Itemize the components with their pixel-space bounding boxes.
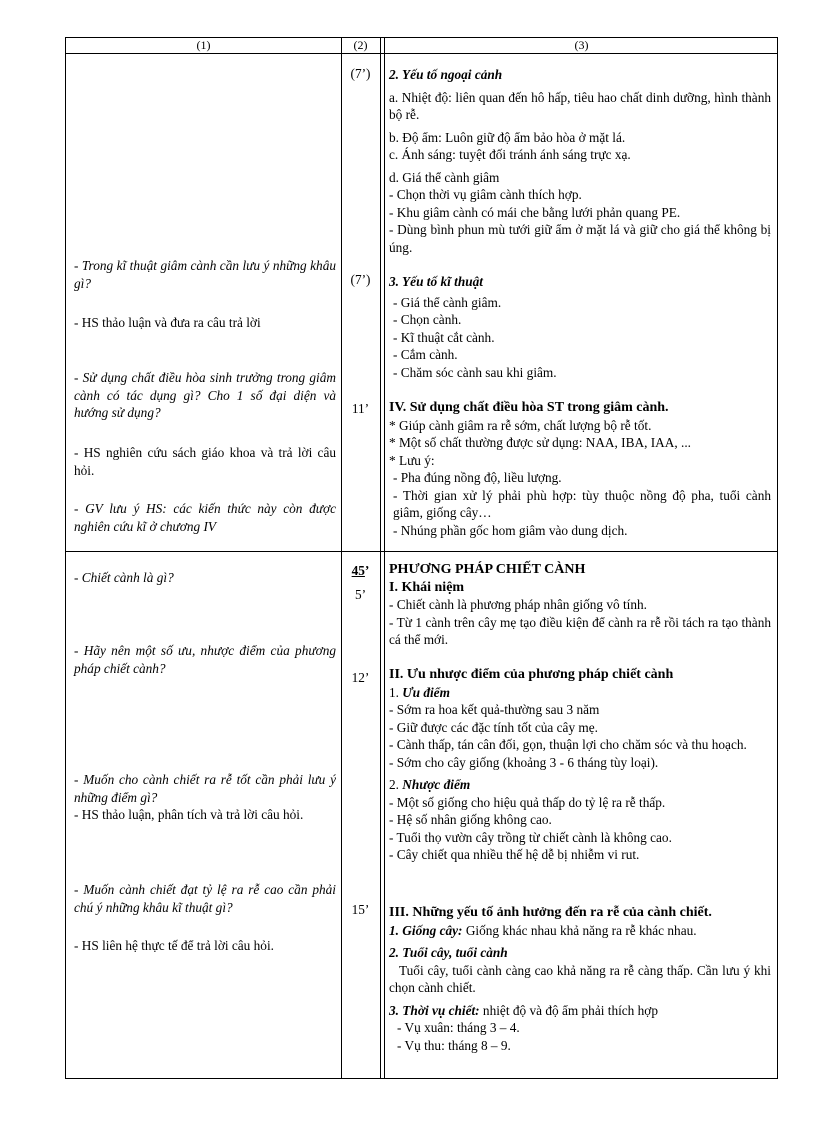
list-item: - Giữ được các đặc tính tốt của cây mẹ. xyxy=(389,719,598,735)
column-divider xyxy=(380,38,381,1078)
list-item: * Một số chất thường được sử dụng: NAA, IBA, IAA, ... xyxy=(389,435,691,450)
question-rooting-tips: - Muốn cho cành chiết ra rễ tốt cần phải lưu ý những điểm gì? xyxy=(74,772,336,805)
content-block-concept xyxy=(389,561,771,649)
list-item: - Một số giống cho hiệu quả thấp do tỷ lệ ra rễ thấp. xyxy=(389,794,666,810)
heading-rooting-factors: III. Những yếu tố ảnh hưởng đến ra rễ của cành chiết. xyxy=(389,905,712,920)
content-block-technical-factors xyxy=(389,273,771,381)
header-col-2: (2) xyxy=(353,38,368,52)
answer-practice: - HS liên hệ thực tế để trả lời câu hỏi. xyxy=(74,938,274,953)
factor-age-text: Tuổi cây, tuổi cành càng cao khả năng ra rễ càng thấp. Cần lưu ý khi chọn cành chiết. xyxy=(389,962,771,995)
total-time-suffix: ’ xyxy=(364,563,370,578)
list-item: - Chọn thời vụ giâm cành thích hợp. xyxy=(389,187,582,202)
column-divider xyxy=(341,38,342,1078)
time-label: 11’ xyxy=(351,401,370,416)
answer-analyze: - HS thảo luận, phân tích và trả lời câu hỏi. xyxy=(74,807,304,822)
factor-variety-label: 1. Giống cây: xyxy=(389,922,463,938)
item-humidity: b. Độ ẩm: Luôn giữ độ ẩm bảo hòa ở mặt lá. xyxy=(389,129,626,145)
total-time-label xyxy=(341,562,380,580)
list-item: - Sớm cho cây giống (khoảng 3 - 6 tháng tùy loại). xyxy=(389,754,659,770)
list-item: - Dùng bình phun mù tưới giữ ẩm ở mặt lá và giữ cho giá thể không bị úng. xyxy=(389,222,771,255)
list-item: - Thời gian xử lý phải phù hợp: tùy thuộc nồng độ pha, tuổi cành giâm, giống cây… xyxy=(393,487,771,520)
time-label: 15’ xyxy=(351,902,370,917)
disadvantages-label: Nhược điểm xyxy=(402,777,471,792)
disadvantages-number: 2. xyxy=(389,777,403,792)
list-item: - Vụ xuân: tháng 3 – 4. xyxy=(397,1020,520,1035)
list-item: - Hệ số nhân giống không cao. xyxy=(389,812,552,827)
answer-discuss: - HS thảo luận và đưa ra câu trả lời xyxy=(74,315,261,330)
list-item: - Cắm cành. xyxy=(393,347,458,362)
time-label: 5’ xyxy=(354,587,367,602)
question-rooting-tips-block xyxy=(74,771,336,824)
question-technical-steps: - Muốn cành chiết đạt tỷ lệ ra rễ cao cần phải chú ý những khâu kĩ thuật gì? xyxy=(74,882,336,915)
list-item: - Pha đúng nồng độ, liều lượng. xyxy=(393,470,562,485)
heading-disadvantages xyxy=(389,776,771,794)
list-item: - Cành thấp, tán cân đối, gọn, thuận lợi cho chăm sóc và thu hoạch. xyxy=(389,737,747,752)
list-item: - Tuổi thọ vườn cây trồng từ chiết cành là không cao. xyxy=(389,829,672,845)
teacher-note: - GV lưu ý HS: các kiến thức này còn được nghiên cứu kĩ ở chương IV xyxy=(74,501,336,534)
list-item: - Giá thể cành giâm. xyxy=(393,294,502,310)
header-col-3: (3) xyxy=(574,38,589,52)
time-label: (7’) xyxy=(350,272,371,287)
list-item: * Lưu ý: xyxy=(389,452,435,468)
factor-season-text: nhiệt độ và độ ẩm phải thích hợp xyxy=(479,1002,658,1018)
time-label: 12’ xyxy=(351,670,370,685)
content-block-growth-regulator xyxy=(389,399,771,539)
list-item: - Chiết cành là phương pháp nhân giống vô tính. xyxy=(389,597,647,612)
item-light: c. Ánh sáng: tuyệt đối tránh ánh sáng trực xạ. xyxy=(389,147,631,162)
heading-advantages xyxy=(389,684,771,702)
section-title: PHƯƠNG PHÁP CHIẾT CÀNH xyxy=(389,562,586,577)
column-divider xyxy=(384,38,385,1078)
question-growth-regulator: - Sử dụng chất điều hòa sinh trưởng trong giâm cành có tác dụng gì? Cho 1 số đại diện và hướng sử dụng? xyxy=(74,370,336,420)
list-item: - Vụ thu: tháng 8 – 9. xyxy=(397,1037,511,1053)
content-block-pros-cons xyxy=(389,666,771,864)
factor-age-label: 2. Tuổi cây, tuổi cành xyxy=(389,945,508,960)
heading-external-factors: 2. Yếu tố ngoại cảnh xyxy=(389,67,503,82)
heading-growth-regulator: IV. Sử dụng chất điều hòa ST trong giâm cành. xyxy=(389,400,669,415)
question-pros-cons: - Hãy nên một số ưu, nhược điểm của phương pháp chiết cành? xyxy=(74,643,336,676)
factor-season-label: 3. Thời vụ chiết: xyxy=(389,1002,480,1018)
header-divider xyxy=(66,53,777,54)
header-col-1: (1) xyxy=(196,38,211,52)
time-label: (7’) xyxy=(350,66,371,81)
factor-variety-text: Giống khác nhau khả năng ra rễ khác nhau. xyxy=(462,922,697,938)
content-block-rooting-factors xyxy=(389,904,771,1054)
list-item: - Từ 1 cành trên cây mẹ tạo điều kiện để cành ra rễ rồi tách ra tạo thành cá thể mới. xyxy=(389,614,771,647)
factor-season xyxy=(389,1002,771,1020)
list-item: * Giúp cành giâm ra rễ sớm, chất lượng bộ rễ tốt. xyxy=(389,417,652,433)
heading-pros-cons: II. Ưu nhược điểm của phương pháp chiết cành xyxy=(389,667,674,682)
list-item: - Nhúng phần gốc hom giâm vào dung dịch. xyxy=(393,522,628,538)
list-item: - Cây chiết qua nhiều thế hệ dễ bị nhiễm vi rut. xyxy=(389,847,640,862)
question-what-is-layering: - Chiết cành là gì? xyxy=(74,570,174,585)
list-item: - Sớm ra hoa kết quả-thường sau 3 năm xyxy=(389,702,600,717)
total-time-value: 45 xyxy=(351,563,365,578)
question-technique: - Trong kĩ thuật giâm cành cần lưu ý những khâu gì? xyxy=(74,258,336,291)
advantages-number: 1. xyxy=(389,684,403,700)
item-temperature: a. Nhiệt độ: liên quan đến hô hấp, tiêu hao chất dinh dưỡng, hình thành bộ rễ. xyxy=(389,89,771,122)
answer-textbook: - HS nghiên cứu sách giáo khoa và trả lời câu hỏi. xyxy=(74,445,336,478)
heading-technical-factors: 3. Yếu tố kĩ thuật xyxy=(389,274,483,289)
row-divider xyxy=(66,551,777,552)
lesson-table xyxy=(65,37,778,1079)
factor-variety xyxy=(389,922,771,940)
list-item: - Khu giâm cành có mái che bằng lưới phản quang PE. xyxy=(389,204,681,220)
item-substrate: d. Giá thể cành giâm xyxy=(389,169,500,185)
advantages-label: Ưu điểm xyxy=(402,684,450,700)
content-block-external-factors xyxy=(389,66,771,256)
list-item: - Chăm sóc cành sau khi giâm. xyxy=(393,364,557,380)
list-item: - Chọn cành. xyxy=(393,312,462,327)
list-item: - Kĩ thuật cắt cành. xyxy=(393,329,495,345)
heading-concept: I. Khái niệm xyxy=(389,579,465,595)
